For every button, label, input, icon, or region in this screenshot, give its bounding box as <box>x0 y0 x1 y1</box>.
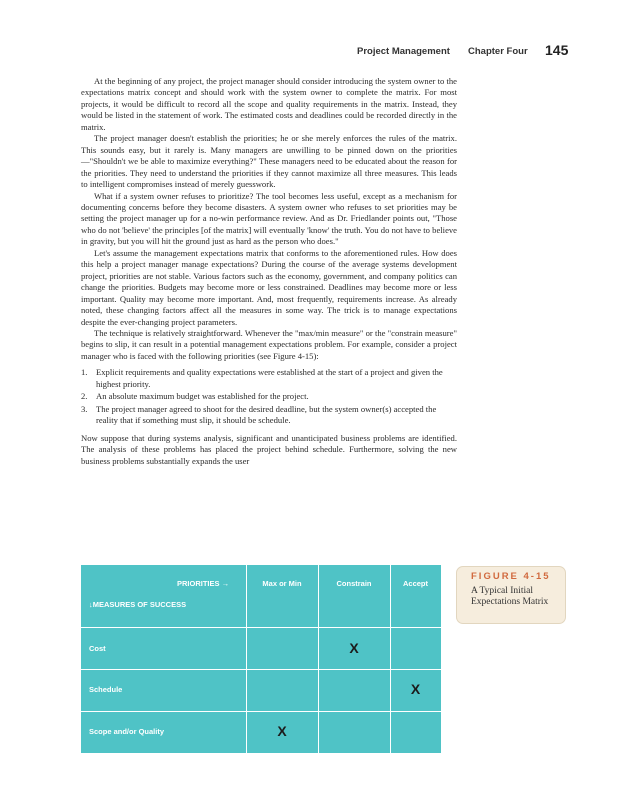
body-text <box>81 76 457 467</box>
section-title: Project Management <box>357 46 450 57</box>
row-divider <box>81 711 441 712</box>
paragraph: The project manager doesn't establish the priorities; he or she merely enforces the rules of the matrix. This sounds easy, but it rarely is. Many managers are unwilling to be pinned down on the priorities—"Shouldn't we be able to maximize everything?" These managers need to be educated about the reason for the priorities. They need to understand the priorities if they cannot maximize all three measures. This leads to intelligent compromises instead of merely guesswork. <box>81 133 457 190</box>
list-number: 3. <box>81 403 88 414</box>
expectations-matrix <box>81 565 441 753</box>
paragraph: Now suppose that during systems analysis, significant and unanticipated business problems are identified. The analysis of these problems has placed the project behind schedule. Furthermore, solving the new business problems substantially expands the user <box>81 432 457 466</box>
column-divider <box>318 565 319 753</box>
row-divider <box>81 669 441 670</box>
figure-caption: A Typical Initial Expectations Matrix <box>471 586 549 607</box>
priority-list <box>81 367 457 426</box>
paragraph: The technique is relatively straightforward. Whenever the "max/min measure" or the "constrain measure" begins to slip, it can result in a potential management expectations problem. For example, consider a project manager who is faced with the following priorities (see Figure 4-15): <box>81 327 457 361</box>
list-item <box>81 367 457 390</box>
row-label: Schedule <box>89 685 123 694</box>
matrix-mark: X <box>410 681 421 697</box>
list-number: 2. <box>81 391 88 402</box>
list-text: The project manager agreed to shoot for the desired deadline, but the system owner(s) accepted the reality that if something must slip, it should be schedule. <box>96 403 437 426</box>
chapter-label: Chapter Four <box>468 46 528 57</box>
paragraph: What if a system owner refuses to prioritize? The tool becomes less useful, except as a mechanism for documenting concerns before they become disasters. A system owner who refuses to set priorities may be setting the project manager up for a no-win performance review. And as Dr. Friedlander points out, "Those who do not 'believe' the principles [of the matrix] will eventually 'know' the truth. You do not have to believe in gravity, but you will hit the ground just as hard as the person who does." <box>81 190 457 247</box>
measures-label: ↓MEASURES OF SUCCESS <box>89 600 187 609</box>
figure-caption-box <box>456 566 566 624</box>
list-number: 1. <box>81 367 88 378</box>
matrix-mark: X <box>349 640 359 656</box>
matrix-mark: X <box>277 723 287 739</box>
paragraph: Let's assume the management expectations matrix that conforms to the aforementioned rules. How does this help a project manager manage expectations? During the course of the average systems development project, priorities are not stable. Various factors such as the economy, government, and company politics can change the priorities. Budgets may become more or less constrained. Deadlines may become more or less important. Quality may become more important. And, most frequently, requirements increase. As already noted, these changing factors affect all the measures in some way. The trick is to manage expectations despite the ever-changing project parameters. <box>81 247 457 327</box>
figure-label: FIGURE 4-15 <box>471 571 551 582</box>
list-item <box>81 391 457 402</box>
list-text: Explicit requirements and quality expectations were established at the start of a project and given the highest priority. <box>96 367 443 389</box>
list-item <box>81 404 457 427</box>
column-header: Accept <box>402 579 428 588</box>
column-divider <box>390 565 391 753</box>
page-number: 145 <box>545 42 569 58</box>
running-header <box>0 44 619 60</box>
column-header: Constrain <box>336 579 372 588</box>
row-divider <box>81 627 441 628</box>
column-header: Max or Min <box>262 579 302 588</box>
paragraph: At the beginning of any project, the project manager should consider introducing the system owner to the expectations matrix concept and should work with the system owner to complete the matrix. For most projects, it would be difficult to record all the scope and quality requirements in the matrix. Instead, they would be listed in the statement of work. The estimated costs and deadlines could be recorded directly in the matrix. <box>81 76 457 132</box>
list-text: An absolute maximum budget was established for the project. <box>96 391 309 402</box>
row-label: Cost <box>89 644 106 653</box>
row-label: Scope and/or Quality <box>89 727 165 736</box>
priorities-label: PRIORITIES → <box>177 579 230 588</box>
